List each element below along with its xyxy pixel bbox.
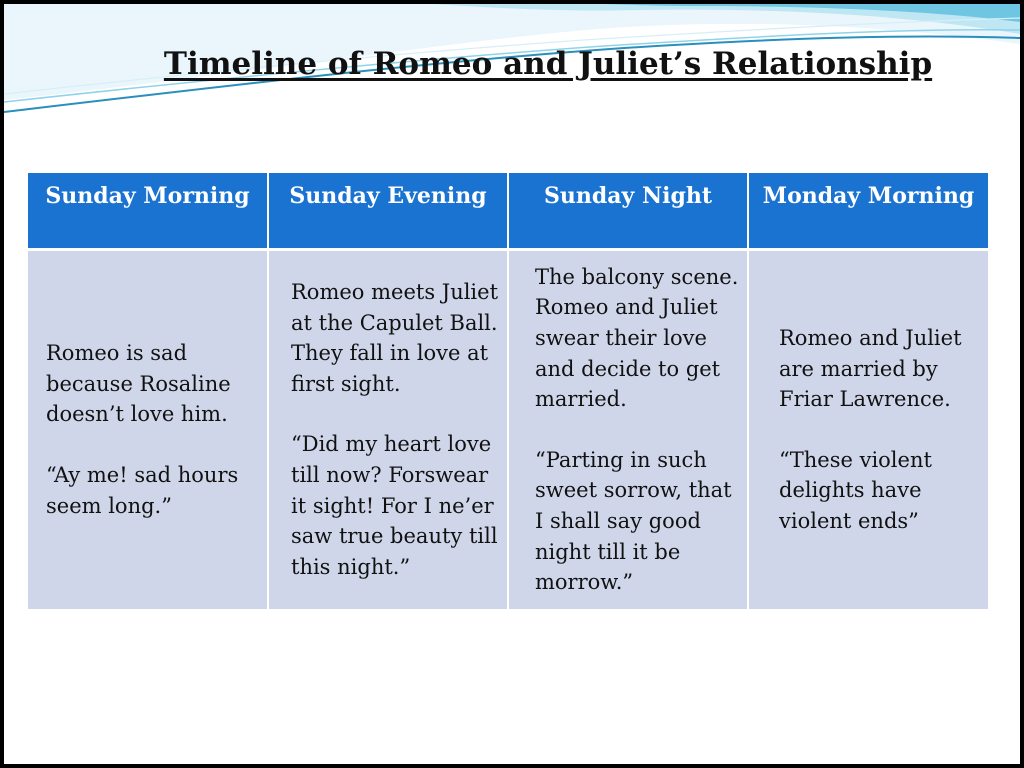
table-header-row (28, 173, 988, 249)
timeline-table (28, 173, 988, 609)
table-cell (268, 249, 508, 609)
event-description: The balcony scene. Romeo and Juliet swear their love and decide to get married. (535, 264, 739, 412)
slide (4, 4, 1020, 764)
table-cell (508, 249, 748, 609)
event-description: Romeo is sad because Rosaline doesn’t love him. (46, 341, 231, 427)
event-quote: “Parting in such sweet sorrow, that I shall say good night till it be morrow.” (535, 447, 732, 595)
event-quote: “These violent delights have violent ends” (779, 447, 932, 533)
table-cell (748, 249, 988, 609)
page-title: Timeline of Romeo and Juliet’s Relationship (163, 46, 933, 82)
column-heading: Sunday Night (508, 173, 748, 249)
event-quote: “Did my heart love till now? Forswear it sight! For I ne’er saw true beauty till this night.” (291, 432, 498, 579)
column-heading: Sunday Morning (28, 173, 268, 249)
event-description: Romeo meets Juliet at the Capulet Ball. They fall in love at first sight. (291, 280, 499, 396)
column-heading: Monday Morning (748, 173, 988, 249)
event-description: Romeo and Juliet are married by Friar Lawrence. (779, 325, 962, 412)
event-quote: “Ay me! sad hours seem long.” (46, 463, 239, 518)
table-cell (28, 249, 268, 609)
table-row (28, 249, 988, 609)
column-heading: Sunday Evening (268, 173, 508, 249)
